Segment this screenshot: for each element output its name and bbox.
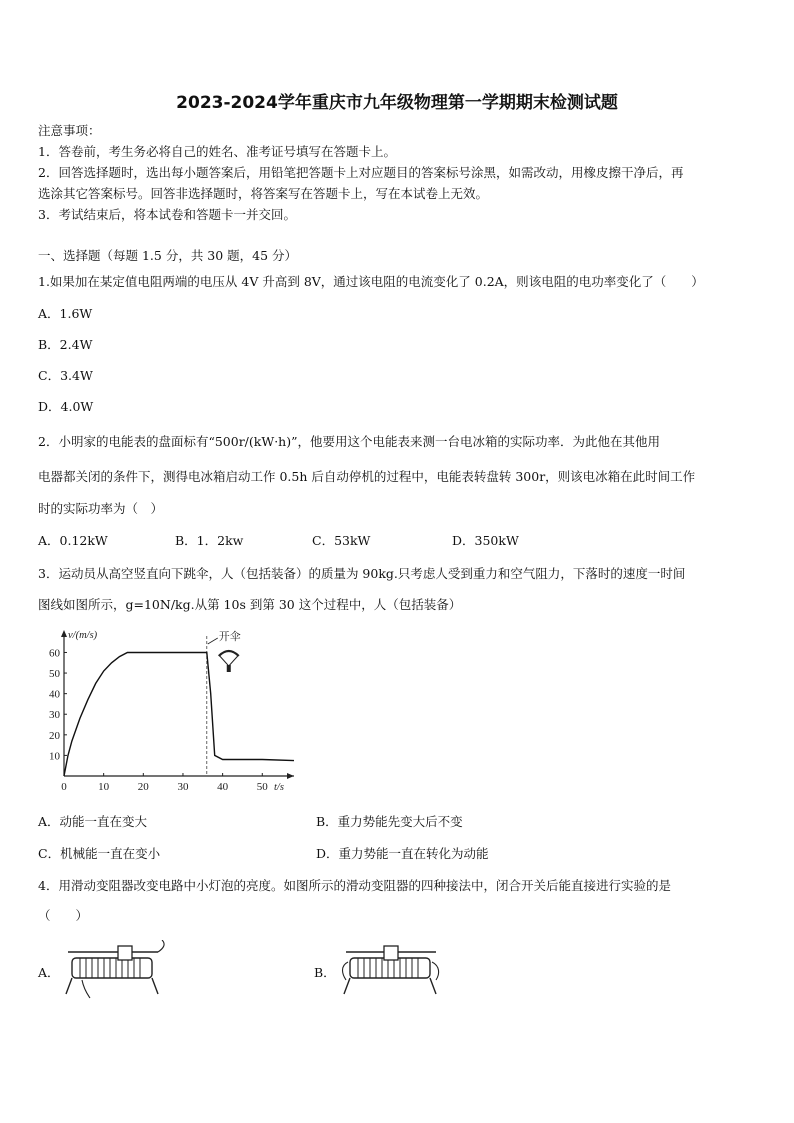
velocity-series-line <box>64 653 294 777</box>
question-2-option-b: B．1．2kw <box>175 533 244 548</box>
notice-heading: 注意事项： <box>38 123 101 138</box>
question-1-option-c: C．3.4W <box>38 368 93 383</box>
question-4-paren: （ ） <box>38 908 89 923</box>
question-4-stem: 4．用滑动变阻器改变电路中小灯泡的亮度。如图所示的滑动变阻器的四种接法中，闭合开关后能直接进行实验的是 <box>38 878 671 893</box>
question-1-option-b: B．2.4W <box>38 337 93 352</box>
y-axis-label: v/(m/s) <box>68 630 98 641</box>
question-3-option-a: A．动能一直在变大 <box>38 814 148 829</box>
slide-rheostat-icon <box>62 940 172 1000</box>
question-1-option-a: A．1.6W <box>38 306 93 321</box>
notice-item: 2．回答选择题时，选出每小题答案后，用铅笔把答题卡上对应题目的答案标号涂黑，如需改动，用橡皮擦干净后，再 <box>38 165 684 180</box>
question-2-stem-line: 时的实际功率为（ ） <box>38 501 164 516</box>
x-tick-label: 20 <box>137 781 149 793</box>
notice-item: 3．考试结束后，将本试卷和答题卡一并交回。 <box>38 207 296 222</box>
notice-item: 选涂其它答案标号。回答非选择题时，将答案写在答题卡上，写在本试卷上无效。 <box>38 186 489 201</box>
question-2-option-d: D．350kW <box>452 533 519 548</box>
y-tick-label: 30 <box>49 709 60 722</box>
question-2-stem-line: 2．小明家的电能表的盘面标有“500r/(kW·h)”，他要用这个电能表来测一台电冰箱的实际功率．为此他在其他用 <box>38 434 660 449</box>
y-tick-label: 40 <box>49 688 60 701</box>
question-3-option-c: C．机械能一直在变小 <box>38 846 161 861</box>
question-2-option-a: A．0.12kW <box>38 533 108 548</box>
annotation-label: 开伞 <box>218 631 241 643</box>
jumper-figure <box>227 665 231 672</box>
question-4-option-b: B． <box>314 965 336 980</box>
x-tick-label: 30 <box>177 781 189 793</box>
notice-item: 1．答卷前，考生务必将自己的姓名、准考证号填写在答题卡上。 <box>38 144 396 159</box>
y-axis-arrow <box>61 630 67 637</box>
question-3-option-b: B．重力势能先变大后不变 <box>316 814 463 829</box>
question-2-option-c: C．53kW <box>312 533 371 548</box>
question-3-option-d: D．重力势能一直在转化为动能 <box>316 846 489 861</box>
x-tick-label: 0 <box>61 781 67 793</box>
question-3-stem-line: 3．运动员从高空竖直向下跳伞，人（包括装备）的质量为 90kg.只考虑人受到重力和空气阻力，下落时的速度一时间 <box>38 566 686 581</box>
y-tick-label: 50 <box>49 668 60 681</box>
x-tick-label: 10 <box>98 781 110 793</box>
x-tick-label: 50 <box>256 781 268 793</box>
page-title: 2023-2024学年重庆市九年级物理第一学期期末检测试题 <box>176 93 618 113</box>
question-1-stem: 1.如果加在某定值电阻两端的电压从 4V 升高到 8V，通过该电阻的电流变化了 0.2A，则该电阻的电功率变化了（ ） <box>38 274 704 289</box>
x-axis-label: t/s <box>274 782 284 793</box>
y-tick-label: 20 <box>49 729 60 742</box>
y-tick-label: 10 <box>49 750 60 763</box>
question-2-stem-line: 电器都关闭的条件下，测得电冰箱启动工作 0.5h 后自动停机的过程中，电能表转盘转 300r，则该电冰箱在此时间工作 <box>38 469 696 484</box>
question-3-stem-line: 图线如图所示，g=10N/kg.从第 10s 到第 30 这个过程中，人（包括装备） <box>38 597 462 612</box>
slide-rheostat-icon <box>340 940 450 1000</box>
x-tick-label: 40 <box>217 781 229 793</box>
velocity-time-chart <box>36 626 306 802</box>
question-4-option-a: A． <box>38 965 60 980</box>
annotation-leader <box>208 638 218 644</box>
x-axis-arrow <box>287 773 294 779</box>
y-tick-label: 60 <box>49 647 60 660</box>
question-1-option-d: D．4.0W <box>38 399 94 414</box>
section-heading: 一、选择题（每题 1.5 分，共 30 题，45 分） <box>38 248 298 263</box>
parachute-icon <box>219 651 239 656</box>
